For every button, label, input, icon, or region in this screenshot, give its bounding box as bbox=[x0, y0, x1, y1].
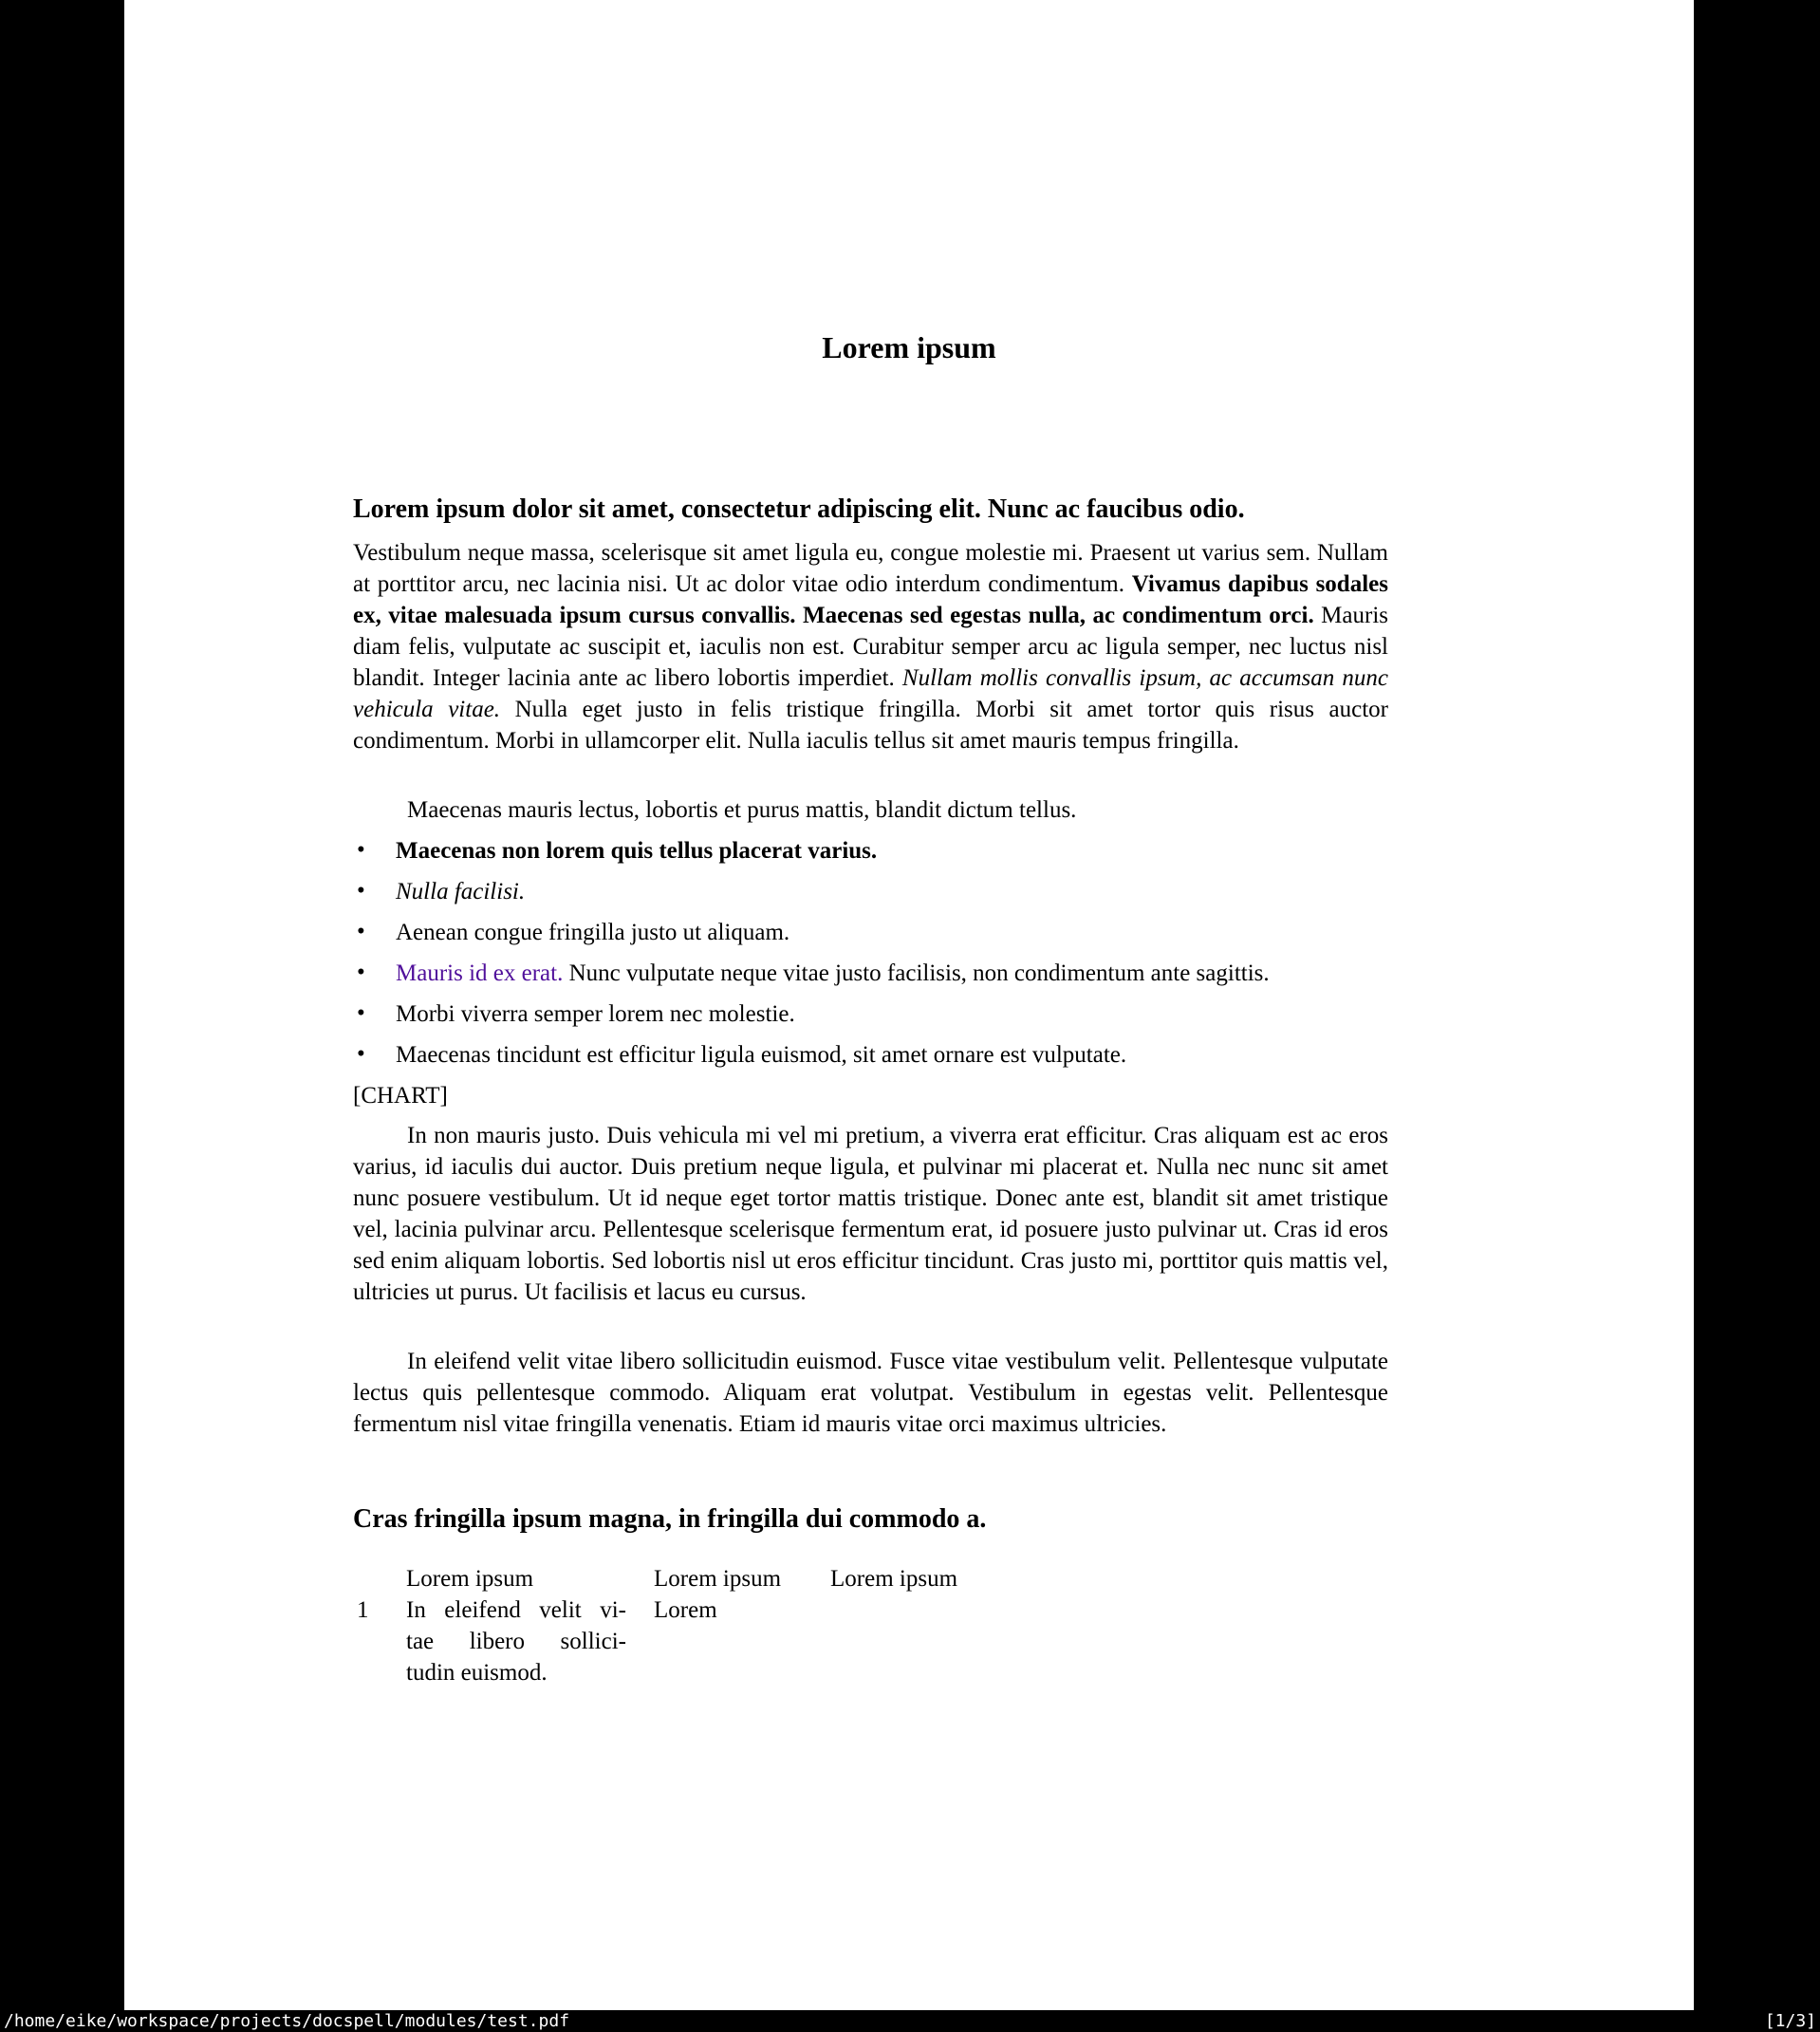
table-header-empty bbox=[357, 1563, 406, 1594]
file-path: /home/eike/workspace/projects/docspell/modules/test.pdf bbox=[4, 2011, 570, 2031]
list-item bbox=[353, 917, 1388, 948]
paragraph-3: In eleifend velit vitae libero sollicitudin euismod. Fusce vitae vestibulum velit. Pellentesque vulputate lectus quis pellentesque commodo. Aliquam erat volutpat. Vestibulum in egestas velit. Pellentesque fermentum nisl vitae fringilla venenatis. Etiam id mauris vitae orci maximus ultricies. bbox=[353, 1349, 1388, 1437]
list-item bbox=[353, 958, 1388, 989]
hyperlink[interactable]: Mauris id ex erat. bbox=[396, 960, 564, 986]
text-segment: Nulla eget justo in felis tristique fringilla. Morbi sit amet tortor quis risus auctor condimentum. Morbi in ullamcorper elit. Nulla iaculis tellus sit amet mauris tempus fringilla. bbox=[353, 697, 1388, 754]
statusbar bbox=[0, 2010, 1820, 2032]
document-title: Lorem ipsum bbox=[822, 330, 996, 364]
text-segment: Maecenas non lorem quis tellus placerat varius. bbox=[396, 838, 878, 864]
table-header-cell: Lorem ipsum bbox=[406, 1566, 534, 1592]
table-cell bbox=[406, 1594, 654, 1688]
table-header-row bbox=[357, 1563, 1068, 1594]
text-segment: Nulla facilisi. bbox=[396, 879, 526, 904]
text-segment: Maecenas tincidunt est efficitur ligula euismod, sit amet ornare est vulputate. bbox=[396, 1042, 1127, 1068]
section-heading-2: Cras fringilla ipsum magna, in fringilla dui commodo a. bbox=[353, 1504, 987, 1534]
paragraph-1 bbox=[353, 537, 1388, 756]
bullet-icon: • bbox=[357, 919, 365, 944]
row-number-cell: 1 bbox=[357, 1597, 369, 1623]
section-heading-1: Lorem ipsum dolor sit amet, consectetur adipiscing elit. Nunc ac faucibus odio. bbox=[353, 494, 1245, 524]
chart-placeholder: [CHART] bbox=[353, 1083, 448, 1109]
table-cell-line: tudin euismod. bbox=[406, 1660, 548, 1686]
text-segment: Morbi viverra semper lorem nec molestie. bbox=[396, 1001, 795, 1027]
list-item bbox=[353, 876, 1388, 907]
table-cell-line: In eleifend velit vi- bbox=[406, 1597, 626, 1623]
text-segment: Nullam mollis convallis ipsum, ac accumsan nunc vehicula vitae. bbox=[353, 665, 1388, 722]
list-item bbox=[353, 835, 1388, 867]
text-segment: Vestibulum neque massa, scelerisque sit amet ligula eu, congue molestie mi. Praesent ut varius sem. Nullam at porttitor arcu, nec lacinia nisi. Ut ac dolor vitae odio interdum condimentum. bbox=[353, 540, 1388, 597]
text-segment: Aenean congue fringilla justo ut aliquam. bbox=[396, 920, 790, 945]
table-header-cell: Lorem ipsum bbox=[830, 1566, 958, 1592]
list-item bbox=[353, 998, 1388, 1030]
text-segment: Mauris diam felis, vulputate ac suscipit et, iaculis non est. Curabitur semper arcu ac ligula semper, nec luctus nisl blandit. Integer lacinia ante ac libero lobortis imperdiet. bbox=[353, 603, 1388, 691]
list-item bbox=[353, 1039, 1388, 1071]
bullet-icon: • bbox=[357, 878, 365, 904]
document-view[interactable] bbox=[124, 0, 1694, 2010]
data-table bbox=[357, 1563, 1068, 1688]
bullet-icon: • bbox=[357, 960, 365, 985]
table-cell-text bbox=[406, 1594, 626, 1688]
bullet-icon: • bbox=[357, 1041, 365, 1067]
bullet-list bbox=[353, 835, 1388, 1080]
text-column bbox=[353, 0, 1388, 2010]
paragraph-standalone: Maecenas mauris lectus, lobortis et purus mattis, blandit dictum tellus. bbox=[407, 797, 1077, 823]
page-indicator: [1/3] bbox=[1764, 2011, 1816, 2031]
text-segment: Vivamus dapibus sodales ex, vitae malesuada ipsum cursus convallis. Maecenas sed egestas nulla, ac condimentum orci. bbox=[353, 571, 1388, 628]
table-header-cell: Lorem ipsum bbox=[654, 1566, 782, 1592]
text-segment: Nunc vulputate neque vitae justo facilisis, non condimentum ante sagittis. bbox=[563, 960, 1270, 986]
table-cell: Lorem bbox=[654, 1597, 717, 1623]
paragraph-2: In non mauris justo. Duis vehicula mi vel mi pretium, a viverra erat efficitur. Cras aliquam est ac eros varius, id iaculis dui auctor. Duis pretium neque ligula, et pulvinar mi placerat et. Nulla nec nunc sit amet nunc posuere vestibulum. Ut id neque eget tortor mattis tristique. Donec ante est, blandit sit amet tristique vel, lacinia pulvinar arcu. Pellentesque scelerisque fermentum erat, id posuere justo pulvinar ut. Cras id eros sed enim aliquam lobortis. Sed lobortis nisl ut eros efficitur tincidunt. Cras justo mi, porttitor quis mattis vel, ultricies ut purus. Ut facilisis et lacus eu cursus. bbox=[353, 1123, 1388, 1305]
bullet-icon: • bbox=[357, 837, 365, 863]
table-row bbox=[357, 1594, 1068, 1688]
table-cell bbox=[830, 1594, 1068, 1688]
bullet-icon: • bbox=[357, 1000, 365, 1026]
table-cell-line: tae libero sollici- bbox=[406, 1629, 626, 1654]
